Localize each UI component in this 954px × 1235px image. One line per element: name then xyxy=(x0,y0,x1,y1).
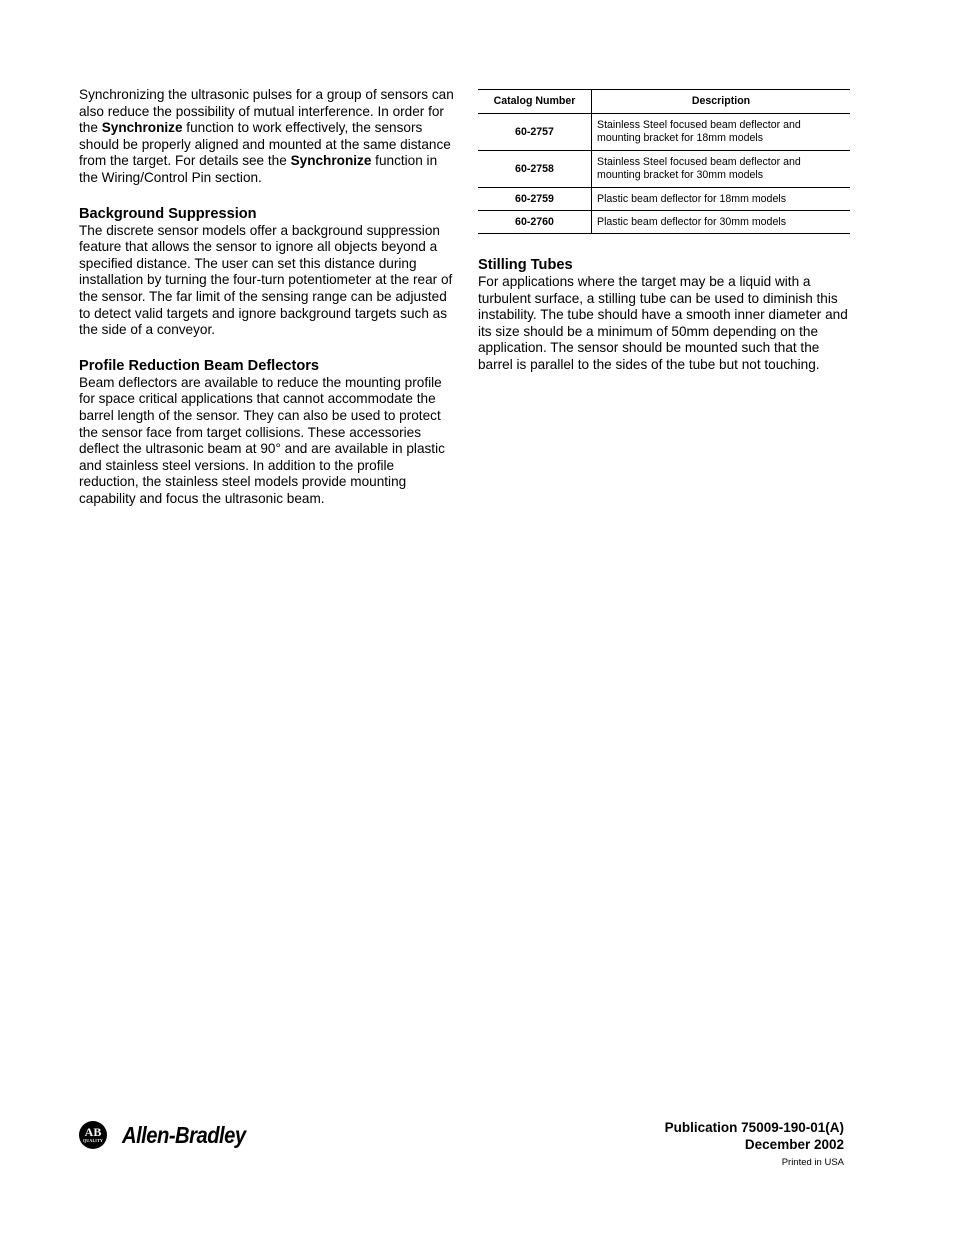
background-section xyxy=(79,205,454,339)
description-cell: Stainless Steel focused beam deflector and mounting bracket for 30mm models xyxy=(592,151,851,188)
right-column xyxy=(478,89,850,374)
logo-subtext: QUALITY xyxy=(82,1138,104,1143)
intro-bold-1: Synchronize xyxy=(101,120,183,136)
table-row xyxy=(478,114,850,151)
stilling-body: For applications where the target may be a liquid with a turbulent surface, a stilling tube can be used to diminish this instability. The tube should have a smooth inner diameter and its size should be a minimum of 50mm depending on the application. The sensor should be mounted such that the barrel is parallel to the sides of the tube but not touching. xyxy=(478,274,848,372)
table-header-row xyxy=(478,90,850,114)
publication-date: December 2002 xyxy=(744,1136,844,1152)
catalog-cell: 60-2760 xyxy=(478,211,592,234)
brand-name: Allen-Bradley xyxy=(122,1121,246,1148)
description-cell: Plastic beam deflector for 30mm models xyxy=(592,211,851,234)
publication-number: Publication 75009-190-01(A) xyxy=(664,1120,844,1135)
description-cell: Plastic beam deflector for 18mm models xyxy=(592,188,851,211)
deflector-table xyxy=(478,89,850,234)
intro-text-3: function in the Wiring/Control Pin section. xyxy=(79,153,438,185)
catalog-cell: 60-2759 xyxy=(478,188,592,211)
logo-text: AB xyxy=(84,1125,102,1139)
printed-location: Printed in USA xyxy=(781,1157,844,1168)
intro-paragraph xyxy=(79,87,454,187)
profile-heading: Profile Reduction Beam Deflectors xyxy=(79,357,320,374)
ab-logo-icon xyxy=(79,1121,107,1149)
description-cell: Stainless Steel focused beam deflector and mounting bracket for 18mm models xyxy=(592,114,851,151)
background-body: The discrete sensor models offer a background suppression feature that allows the sensor to ignore all objects beyond a specified distance. The user can set this distance during installation by turning the four-turn potentiometer at the rear of the sensor. The far limit of the sensing range can be adjusted to detect valid targets and ignore background targets such as the side of a conveyor. xyxy=(79,222,453,338)
intro-bold-2: Synchronize xyxy=(290,153,372,169)
profile-section xyxy=(79,357,454,508)
publication-info xyxy=(665,1120,844,1169)
header-catalog: Catalog Number xyxy=(478,90,592,114)
table-row xyxy=(478,211,850,234)
catalog-cell: 60-2758 xyxy=(478,151,592,188)
allen-bradley-logo xyxy=(79,1121,262,1149)
table-row xyxy=(478,188,850,211)
stilling-section xyxy=(478,256,850,374)
left-column xyxy=(79,87,454,507)
profile-body: Beam deflectors are available to reduce the mounting profile for space critical applications that cannot accommodate the barrel length of the sensor. They can also be used to protect the sensor face from target collisions. These accessories deflect the ultrasonic beam at 90° and are available in plastic and stainless steel versions. In addition to the profile reduction, the stainless steel models provide mounting capability and focus the ultrasonic beam. xyxy=(79,374,445,506)
stilling-heading: Stilling Tubes xyxy=(478,257,573,273)
table-row xyxy=(478,151,850,188)
intro-text-2: function to work effectively, the sensors should be properly aligned and mounted at the same distance from the target. For details see the xyxy=(79,120,451,169)
intro-text-1: Synchronizing the ultrasonic pulses for a group of sensors can also reduce the possibility of mutual interference. In order for the xyxy=(79,87,454,136)
catalog-cell: 60-2757 xyxy=(478,114,592,151)
background-heading: Background Suppression xyxy=(79,205,257,222)
header-description: Description xyxy=(592,90,851,114)
